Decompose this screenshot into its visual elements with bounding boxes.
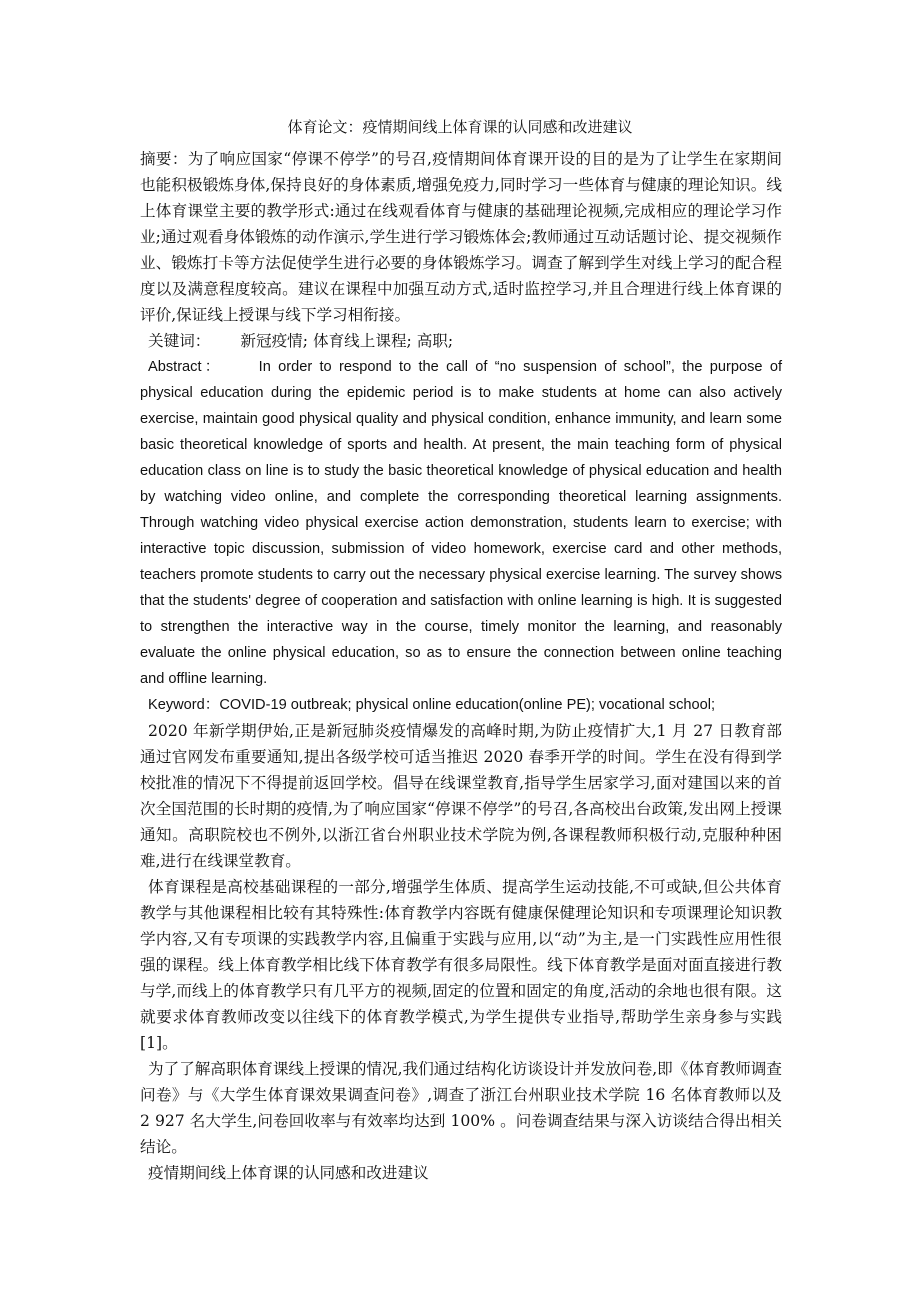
keywords-cn-label: 关键词： <box>148 332 211 350</box>
paragraph: 2020 年新学期伊始,正是新冠肺炎疫情爆发的高峰时期,为防止疫情扩大,1 月 27 日教育部通过官网发布重要通知,提出各级学校可适当推迟 2020 春季开学的时间。学生在没有得到学校批准的情况下不得提前返回学校。倡导在线课堂教育,指导学生居家学习,面对建国以来的首次全国范围的长时期的疫情,为了响应国家“停课不停学”的号召,各高校出台政策,发出网上授课通知。高职院校也不例外,以浙江省台州职业技术学院为例,各课程教师积极行动,克服种种困难,进行在线课堂教育。 <box>140 722 782 870</box>
keywords-cn-text: 新冠疫情; 体育线上课程; 高职; <box>240 332 454 350</box>
abstract-cn-text: 为了响应国家“停课不停学”的号召,疫情期间体育课开设的目的是为了让学生在家期间也能积极锻炼身体,保持良好的身体素质,增强免疫力,同时学习一些体育与健康的理论知识。线上体育课堂主要的教学形式:通过在线观看体育与健康的基础理论视频,完成相应的理论学习作业;通过观看身体锻炼的动作演示,学生进行学习锻炼体会;教师通过互动话题讨论、提交视频作业、锻炼打卡等方法促使学生进行必要的身体锻炼学习。调查了解到学生对线上学习的配合程度以及满意程度较高。建议在课程中加强互动方式,适时监控学习,并且合理进行线上体育课的评价,保证线上授课与线下学习相衔接。 <box>140 150 782 324</box>
document-title: 体育论文：疫情期间线上体育课的认同感和改进建议 <box>287 118 633 136</box>
abstract-en-label: Abstract： <box>148 359 223 375</box>
abstract-en <box>140 354 782 692</box>
section-heading: 疫情期间线上体育课的认同感和改进建议 <box>148 1164 429 1182</box>
paragraph: 体育课程是高校基础课程的一部分,增强学生体质、提高学生运动技能,不可或缺,但公共体育教学与其他课程相比较有其特殊性:体育教学内容既有健康保健理论知识和专项课理论知识教学内容,又有专项课的实践教学内容,且偏重于实践与应用,以“动”为主,是一门实践性应用性很强的课程。线上体育教学相比线下体育教学有很多局限性。线下体育教学是面对面直接进行教与学,而线上的体育教学只有几平方的视频,固定的位置和固定的角度,活动的余地也很有限。这就要求体育教师改变以往线下的体育教学模式,为学生提供专业指导,帮助学生亲身参与实践[1]。 <box>140 878 782 1052</box>
abstract-cn-label: 摘要： <box>140 150 188 168</box>
keywords-en <box>140 692 782 718</box>
abstract-en-text: In order to respond to the call of “no suspension of school”, the purpose of physical education during the epidemic period is to make students at home can also actively exercise, maintain good physical quality and physical condition, enhance immunity, and learn some basic theoretical knowledge of sports and health. At present, the main teaching form of physical education class on line is to study the basic theoretical knowledge of physical education and health by watching video online, and complete the corresponding theoretical learning assignments. Through watching video physical exercise action demonstration, students learn to exercise; with interactive topic discussion, submission of video homework, exercise card and other methods, teachers promote students to carry out the necessary physical exercise learning. The survey shows that the students' degree of cooperation and satisfaction with online learning is high. It is suggested to strengthen the interactive way in the course, timely monitor the learning, and reasonably evaluate the online physical education, so as to ensure the connection between online teaching and offline learning. <box>140 359 782 687</box>
paragraph: 为了了解高职体育课线上授课的情况,我们通过结构化访谈设计并发放问卷,即《体育教师调查问卷》与《大学生体育课效果调查问卷》,调查了浙江台州职业技术学院 16 名体育教师以及 2 927 名大学生,问卷回收率与有效率均达到 100% 。问卷调查结果与深入访谈结合得出相关结论。 <box>140 1060 782 1156</box>
keywords-cn <box>140 328 782 354</box>
keywords-en-label: Keyword： <box>148 697 220 713</box>
abstract-cn <box>140 146 782 328</box>
keywords-en-text: COVID-19 outbreak; physical online education(online PE); vocational school; <box>219 697 716 713</box>
document-body <box>140 146 782 1186</box>
